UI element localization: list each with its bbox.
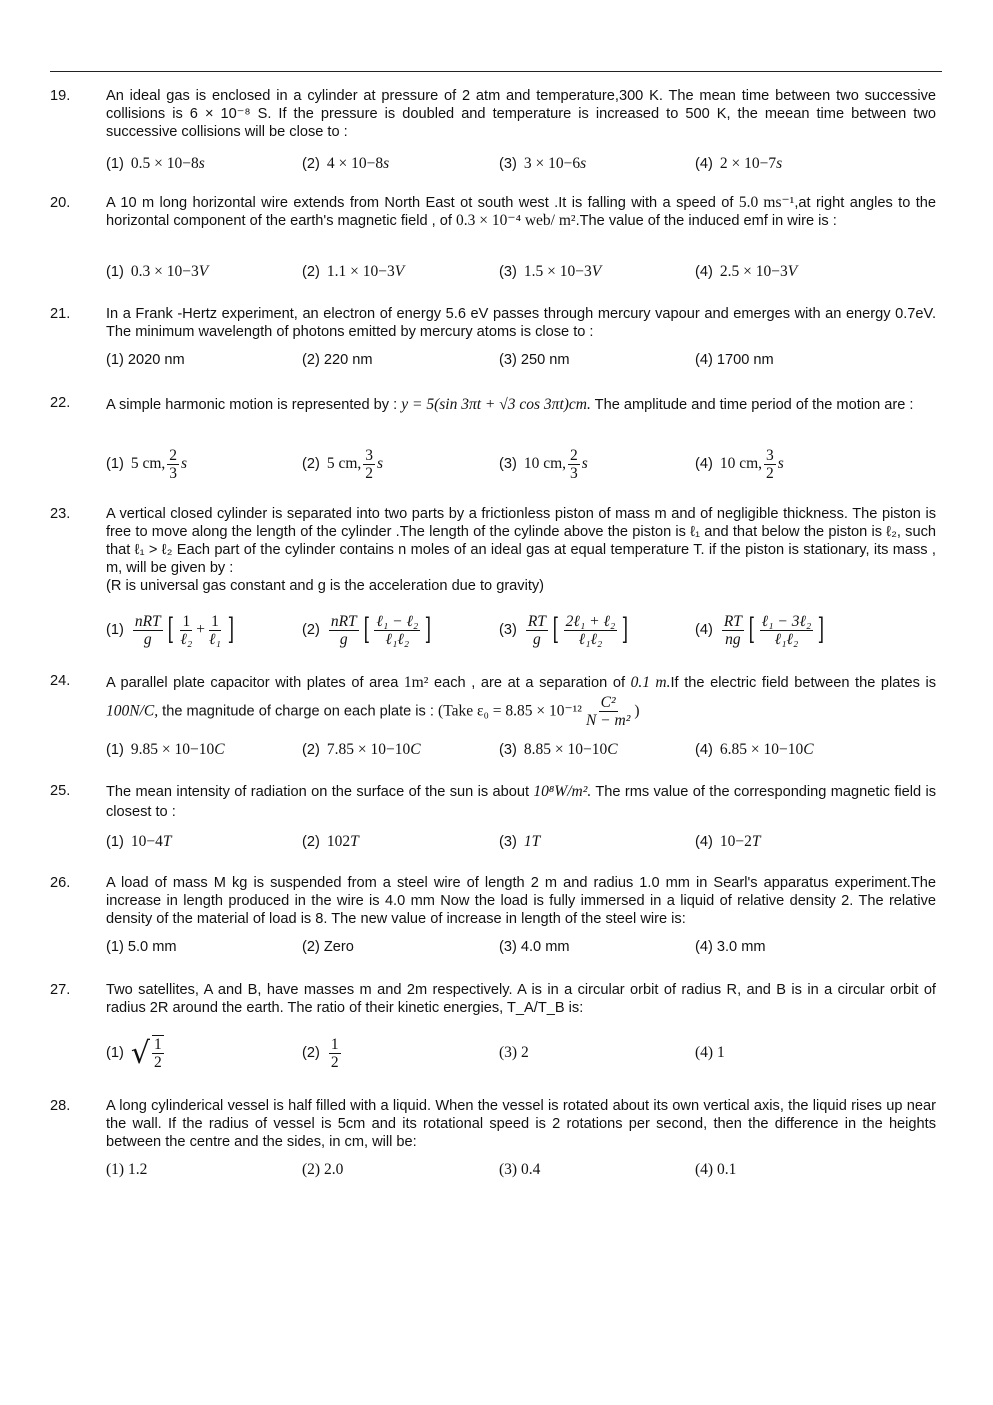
- option-2[interactable]: (2) Zero: [302, 939, 354, 955]
- option-1[interactable]: (1) 9.85 × 10 −10 C: [106, 741, 225, 758]
- option-2[interactable]: (2) 1.1 × 10 −3 V: [302, 263, 405, 280]
- question-note: (R is universal gas constant and g is the acceleration due to gravity): [106, 578, 545, 594]
- option-1[interactable]: (1) 10 −4 T: [106, 833, 172, 850]
- question-text: A parallel plate capacitor with plates of area 1m² each , are at a separation of 0.1 m.If the electric field between the plates is 100N/C, the magnitude of charge on each plate is : (Take ε₀ = 8.85 × 10⁻¹² $\frac{\text{C²}}{\text{N − m²}}$ ): [106, 674, 937, 729]
- option-3[interactable]: (3) 1.5 × 10 −3 V: [499, 263, 602, 280]
- option-4[interactable]: (4) 10 −2 T: [695, 833, 761, 850]
- option-3[interactable]: (3) 0.4: [499, 1161, 541, 1178]
- options: [106, 340, 936, 380]
- option-1[interactable]: (1) 1.2: [106, 1161, 148, 1178]
- options: [106, 822, 936, 862]
- options: [106, 927, 936, 967]
- option-4[interactable]: (4) 3.0 mm: [695, 939, 766, 955]
- option-1[interactable]: (1) 0.5 × 10 −8 s: [106, 155, 205, 172]
- question-text: A vertical closed cylinder is separated into two parts by a frictionless piston of mass m and of negligible thickness. The piston is free to move along the length of the cylinder .The length of the cylinde above the piston is ℓ₁ and that below the piston is ℓ₂, such that ℓ₁ > ℓ₂ Each part of the cylinder contains n moles of an ideal gas at equal temperature T. if the piston is stationary, its mass , m, will be given by :: [106, 506, 936, 576]
- option-1[interactable]: (1) 0.3 × 10 −3 V: [106, 263, 209, 280]
- option-3[interactable]: (3) 10 cm, $\frac{2}{3}$ s: [499, 446, 588, 482]
- option-2[interactable]: (2) 220 nm: [302, 352, 373, 368]
- option-2[interactable]: (2) 5 cm, $\frac{3}{2}$ s: [302, 446, 384, 482]
- option-2[interactable]: (2) 4 × 10 −8 s: [302, 155, 390, 172]
- options: [106, 730, 936, 770]
- option-3[interactable]: (3) 8.85 × 10 −10 C: [499, 741, 618, 758]
- option-4[interactable]: (4) 1700 nm: [695, 352, 774, 368]
- option-2[interactable]: (2) $\frac{\text{nRT}}{g}$ [ $\frac{\text{ℓ₁ − ℓ₂}}{\text{ℓ₁ℓ₂}}$ ]: [302, 612, 432, 648]
- question-number: 26.: [50, 875, 71, 891]
- header-rule: [50, 71, 942, 72]
- options: [106, 444, 936, 484]
- option-4[interactable]: (4) 2.5 × 10 −3 V: [695, 263, 798, 280]
- option-1[interactable]: (1) 2020 nm: [106, 352, 185, 368]
- options: [106, 1150, 936, 1190]
- option-4[interactable]: (4) 1: [695, 1044, 725, 1061]
- question-number: 28.: [50, 1098, 71, 1114]
- options: [106, 1031, 936, 1075]
- options: [106, 607, 936, 653]
- option-3[interactable]: (3) 1T: [499, 833, 541, 850]
- question-number: 25.: [50, 783, 71, 799]
- option-1[interactable]: (1) √ $\frac{1}{2}$: [106, 1035, 162, 1071]
- option-3[interactable]: (3) 4.0 mm: [499, 939, 570, 955]
- option-1[interactable]: (1) $\frac{\text{nRT}}{g}$ [ $\frac{1}{\text{ℓ₂}}$ + $\frac{1}{\text{ℓ₁}}$ ]: [106, 612, 234, 648]
- options: [106, 144, 936, 184]
- question-number: 22.: [50, 395, 71, 411]
- option-2[interactable]: (2) 7.85 × 10 −10 C: [302, 741, 421, 758]
- options: [106, 252, 936, 292]
- question-number: 24.: [50, 673, 71, 689]
- question-text: In a Frank -Hertz experiment, an electron of energy 5.6 eV passes through mercury vapour and emerges with an energy 0.7eV. The minimum wavelength of photons emitted by mercury atoms is close to :: [106, 306, 936, 340]
- option-4[interactable]: (4) 6.85 × 10 −10 C: [695, 741, 814, 758]
- question-number: 20.: [50, 195, 71, 211]
- option-4[interactable]: (4) $\frac{RT}{ng}$ [ $\frac{\text{ℓ₁ − 3ℓ₂}}{\text{ℓ₁ℓ₂}}$ ]: [695, 612, 825, 648]
- question-number: 27.: [50, 982, 71, 998]
- option-3[interactable]: (3) 3 × 10 −6 s: [499, 155, 587, 172]
- option-2[interactable]: (2) 10 2 T: [302, 833, 359, 850]
- question-text: The mean intensity of radiation on the surface of the sun is about 10⁸W/m². The rms value of the corresponding magnetic field is closest to :: [106, 783, 936, 820]
- option-1[interactable]: (1) 5.0 mm: [106, 939, 177, 955]
- question-text: A load of mass M kg is suspended from a steel wire of length 2 m and radius 1.0 mm in Searl's apparatus experiment.The increase in length produced in the wire is 4.0 mm Now the load is fully immersed in a liquid of relative density 2. The relative density of the material of load is 8. The new value of increase in length of the steel wire is:: [106, 875, 936, 927]
- question-number: 21.: [50, 306, 71, 322]
- option-2[interactable]: (2) $\frac{1}{2}$: [302, 1035, 339, 1071]
- question-text: A long cylinderical vessel is half filled with a liquid. When the vessel is rotated about its own vertical axis, the liquid rises up near the wall. If the radius of vessel is 5cm and its rotational speed is 2 rotations per second, then the difference in the heights between the centre and the sides, in cm, will be:: [106, 1098, 936, 1150]
- option-4[interactable]: (4) 2 × 10 −7 s: [695, 155, 783, 172]
- option-4[interactable]: (4) 0.1: [695, 1161, 737, 1178]
- question-text: A simple harmonic motion is represented by : y = 5(sin 3πt + √3 cos 3πt)cm. The amplitude and time period of the motion are :: [106, 396, 914, 413]
- option-1[interactable]: (1) 5 cm, $\frac{2}{3}$ s: [106, 446, 188, 482]
- question-number: 19.: [50, 88, 71, 104]
- question-number: 23.: [50, 506, 71, 522]
- question-text: A 10 m long horizontal wire extends from North East ot south west .It is falling with a speed of 5.0 ms⁻¹,at right angles to the horizontal component of the earth's magnetic field , of 0.3 × 10⁻⁴ web/ m².The value of the induced emf in wire is :: [106, 194, 936, 229]
- question-text: An ideal gas is enclosed in a cylinder at pressure of 2 atm and temperature,300 K. The mean time between two successive collisions is 6 × 10⁻⁸ S. If the pressure is doubled and temperature is increased to 500 K, the meean time between two successive collisions will be close to :: [106, 88, 936, 140]
- option-3[interactable]: (3) $\frac{RT}{g}$ [ $\frac{\text{2ℓ₁ + ℓ₂}}{\text{ℓ₁ℓ₂}}$ ]: [499, 612, 629, 648]
- question-text: Two satellites, A and B, have masses m and 2m respectively. A is in a circular orbit of radius R, and B is in a circular orbit of radius 2R around the earth. The ratio of their kinetic energies, T_A/T_B is:: [106, 982, 936, 1016]
- option-3[interactable]: (3) 250 nm: [499, 352, 570, 368]
- option-2[interactable]: (2) 2.0: [302, 1161, 344, 1178]
- option-4[interactable]: (4) 10 cm, $\frac{3}{2}$ s: [695, 446, 784, 482]
- option-3[interactable]: (3) 2: [499, 1044, 529, 1061]
